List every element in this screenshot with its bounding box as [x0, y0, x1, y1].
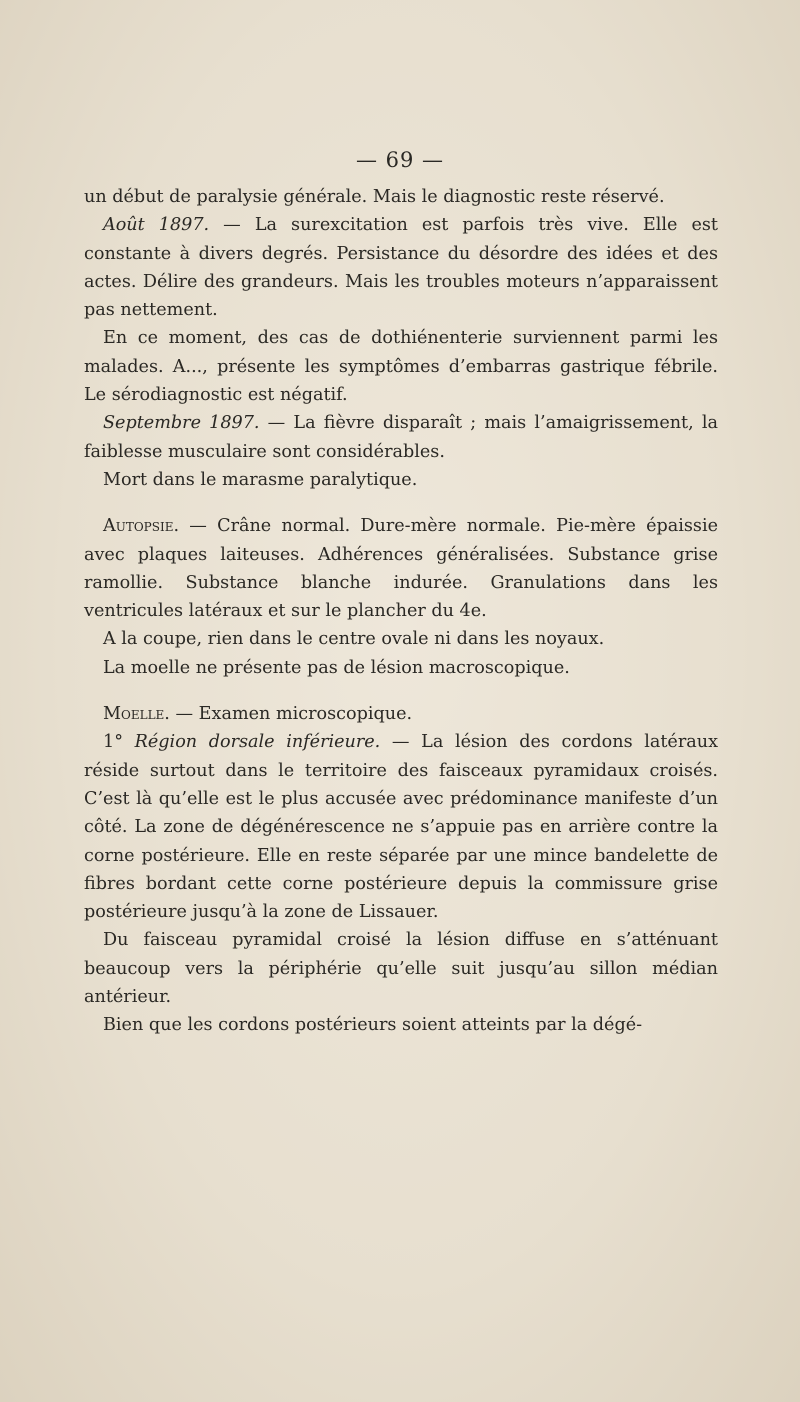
region-heading: Région dorsale inférieure. [134, 732, 381, 753]
paragraph-coupe [84, 625, 718, 653]
page-number: — 69 — [355, 148, 445, 172]
paragraph-text: En ce moment, des cas de dothiénenterie surviennent parmi les malades. A..., présente les symptômes d’embarras gastrique fébrile. Le sérodiagnostic est négatif. [84, 328, 718, 406]
date-heading: Septembre 1897. [103, 413, 260, 434]
paragraph-cordons-posterieurs [84, 1011, 718, 1039]
paragraph-moelle-macro [84, 654, 718, 682]
paragraph-text: — La lésion des cordons latéraux réside surtout dans le territoire des faisceaux pyramidaux croisés. C’est là qu’elle est le plus accusée avec prédominance manifeste d’un côté. La zone de dégénérescence ne s’appuie pas en arrière contre la corne postérieure. Elle en reste séparée par une mince bandelette de fibres bordant cette corne postérieure depuis la commissure grise postérieure jusqu’à la zone de Lissauer. [84, 732, 718, 923]
paragraph-aout-1897 [84, 211, 718, 324]
paragraph-mort [84, 466, 718, 494]
paragraph-text: La moelle ne présente pas de lésion macroscopique. [103, 657, 570, 678]
paragraph-septembre-1897 [84, 409, 718, 466]
paragraph-text: — Examen microscopique. [169, 704, 413, 725]
list-number: 1° [103, 732, 123, 753]
section-heading: Moelle. [103, 704, 170, 725]
paragraph-dothienenterie [84, 324, 718, 409]
paragraph-text: Mort dans le marasme paralytique. [103, 469, 418, 490]
paragraph-autopsie [84, 512, 718, 625]
body-text [84, 183, 718, 1040]
paragraph-text: un début de paralysie générale. Mais le diagnostic reste réservé. [84, 187, 665, 207]
paragraph-text: — Crâne normal. Dure-mère normale. Pie-mère épaissie avec plaques laiteuses. Adhérences généralisées. Substance grise ramollie. Substance blanche indurée. Granulations dans les ventricules latéraux et sur le plancher du 4e. [84, 516, 718, 622]
paragraph-continuation [84, 183, 718, 211]
date-heading: Août 1897. [103, 215, 210, 236]
paragraph-faisceau-pyramidal [84, 926, 718, 1011]
paragraph-region-dorsale [84, 728, 718, 926]
paragraph-text: A la coupe, rien dans le centre ovale ni dans les noyaux. [103, 629, 605, 650]
paragraph-text: Du faisceau pyramidal croisé la lésion diffuse en s’atténuant beaucoup vers la périphérie qu’elle suit jusqu’au sillon médian antérieur. [84, 930, 718, 1008]
paragraph-moelle [84, 700, 718, 728]
paragraph-text: Bien que les cordons postérieurs soient atteints par la dégé- [103, 1015, 643, 1036]
section-heading: Autopsie. [103, 516, 180, 537]
paragraph-text: — La fièvre disparaît ; mais l’amaigrissement, la faiblesse musculaire sont considérables. [84, 413, 719, 462]
paragraph-text: — La surexcitation est parfois très vive. Elle est constante à divers degrés. Persistance du désordre des idées et des actes. Délire des grandeurs. Mais les troubles moteurs n’apparaissent pas nettement. [84, 215, 718, 321]
